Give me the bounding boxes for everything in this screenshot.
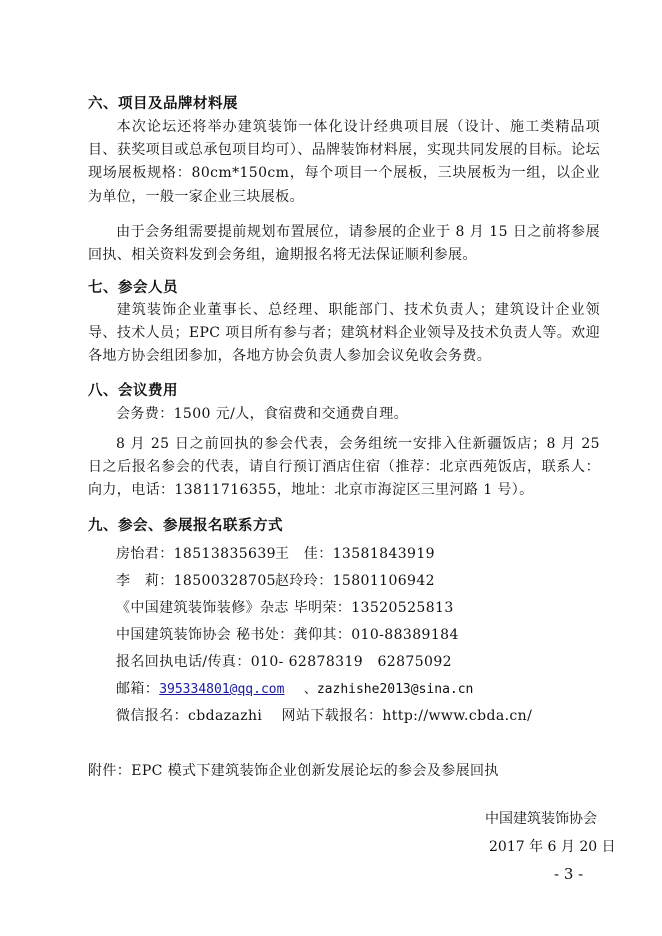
section-9-heading: 九、参会、参展报名联系方式 (88, 518, 283, 534)
contact-secretariat: 中国建筑装饰协会 秘书处：龚仰其：010-88389184 (116, 627, 459, 643)
contact-wang: 王 佳：13581843919 (275, 546, 435, 562)
section-7-paragraph-1: 建筑装饰企业董事长、总经理、职能部门、技术负责人；建筑设计企业领导、技术人员；EPC 项目所有参与者；建筑材料企业领导及技术负责人等。欢迎各地方协会组团参加，各地方协会负责人参加会议免收会务费。 (88, 302, 600, 365)
section-6-paragraph-1: 本次论坛还将举办建筑装饰一体化设计经典项目展（设计、施工类精品项目、获奖项目或总承包项目均可）、品牌装饰材料展，实现共同发展的目标。论坛现场展板规格：80cm*150cm，每个项目一个展板，三块展板为一组，以企业为单位，一般一家企业三块展板。 (88, 119, 600, 205)
signature-date: 2017 年 6 月 20 日 (489, 839, 616, 855)
email-link-qq[interactable]: 395334801@qq.com (159, 682, 285, 697)
contact-fax: 报名回执电话/传真：010- 62878319 62875092 (116, 654, 452, 670)
section-6-paragraph-2: 由于会务组需要提前规划布置展位，请参展的企业于 8 月 15 日之前将参展回执、相关资料发到会务组，逾期报名将无法保证顺利参展。 (88, 224, 600, 264)
page-number: - 3 - (554, 865, 584, 883)
contact-fang: 房怡君：18513835639 (116, 546, 276, 562)
attachment-note: 附件：EPC 模式下建筑装饰企业创新发展论坛的参会及参展回执 (88, 763, 499, 779)
contact-magazine: 《中国建筑装饰装修》杂志 毕明荣：13520525813 (116, 600, 454, 616)
section-8-heading: 八、会议费用 (88, 383, 178, 399)
contact-li: 李 莉：18500328705 (116, 573, 276, 589)
contact-wechat-website: 微信报名：cbdazazhi 网站下载报名：http://www.cbda.cn/ (116, 708, 533, 724)
section-8-fee: 会务费：1500 元/人，食宿费和交通费自理。 (116, 406, 408, 422)
email-sina: 、zazhishe2013@sina.cn (303, 682, 474, 697)
contact-email (116, 678, 473, 698)
section-7-heading: 七、参会人员 (88, 280, 178, 296)
section-8-paragraph-2: 8 月 25 日之前回执的参会代表，会务组统一安排入住新疆饭店；8 月 25 日之后报名参会的代表，请自行预订酒店住宿（推荐：北京西苑饭店，联系人：向力，电话：13811716355，地址：北京市海淀区三里河路 1 号）。 (88, 436, 600, 499)
email-label: 邮箱： (116, 681, 160, 697)
section-6-heading: 六、项目及品牌材料展 (88, 96, 238, 112)
contact-zhao: 赵玲玲：15801106942 (275, 573, 435, 589)
signature-org: 中国建筑装饰协会 (485, 811, 597, 827)
